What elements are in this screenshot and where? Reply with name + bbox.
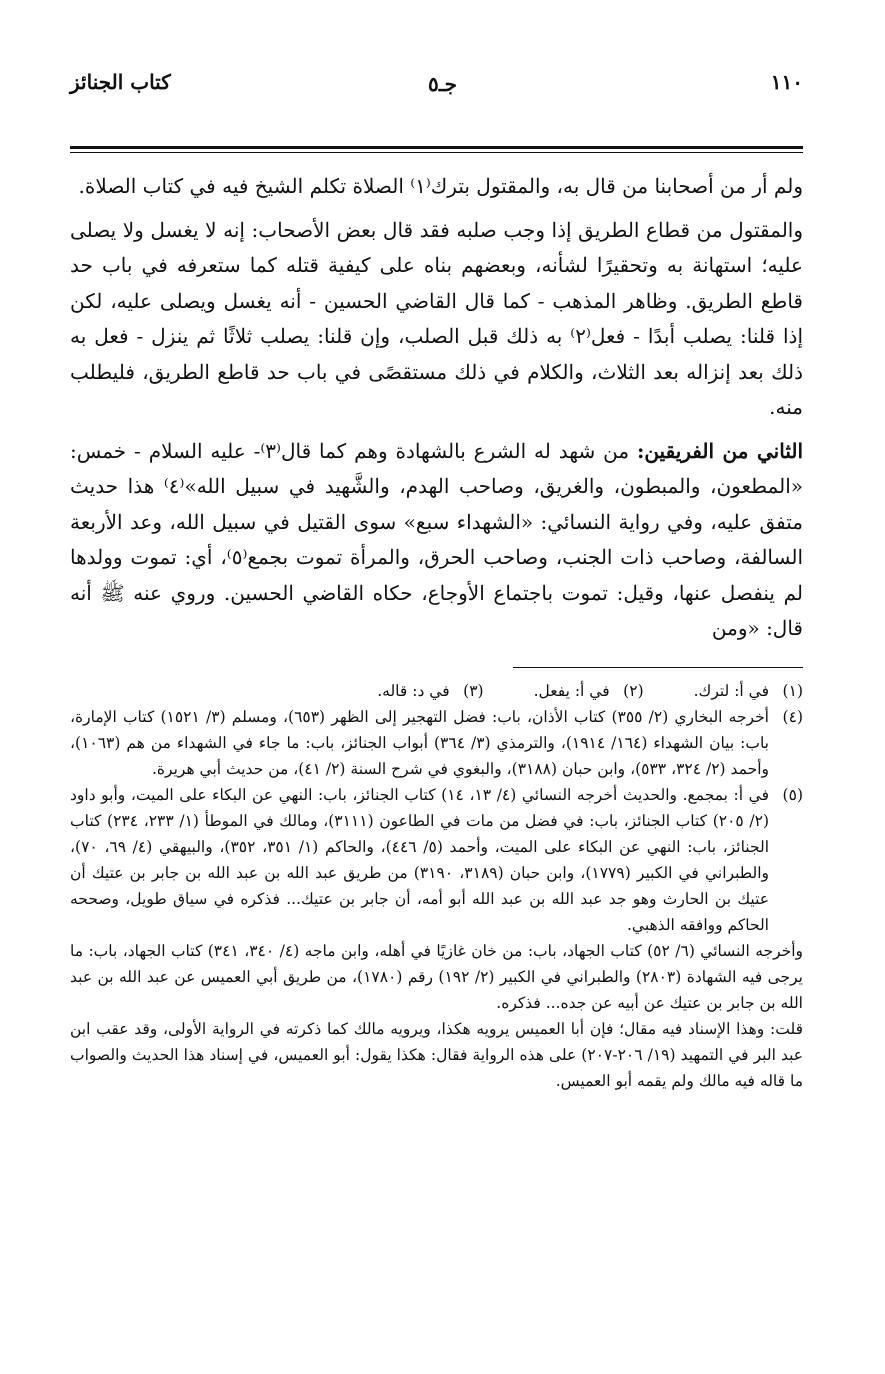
- header-rule-thin: [70, 152, 803, 153]
- footnote-1-text: في أ: لترك.: [693, 681, 769, 700]
- footnote-1: [694, 678, 803, 704]
- footnote-separator: [513, 667, 803, 668]
- paragraph-2: والمقتول من قطاع الطريق إذا وجب صلبه فقد قال بعض الأصحاب: إنه لا يغسل ولا يصلى عليه؛ استهانة به وتحقيرًا لشأنه، وبعضهم بناه على كيفية قتله كما ستعرفه في باب حد قاطع الطريق. وظاهر المذهب - كما قال القاضي الحسين - أنه يغسل ويصلى عليه، لكن إذا قلنا: يصلب أبدًا - فعل⁽٢⁾ به ذلك قبل الصلب، وإن قلنا: يصلب ثلاثًا ثم ينزل - فعل به ذلك بعد إنزاله بعد الثلاث، والكلام في ذلك مستقصًى في باب حد قاطع الطريق، فليطلب منه.: [70, 217, 803, 419]
- footnote-row-1: [70, 678, 803, 704]
- paragraph-3-text: من شهد له الشرع بالشهادة وهم كما قال⁽٣⁾- عليه السلام - خمس: «المطعون، والمبطون، والغريق، وصاحب الهدم، والشَّهيد في سبيل الله»⁽٤⁾ هذا حديث متفق عليه، وفي رواية النسائي: «الشهداء سبع» سوى القتيل في سبيل الله، وعد الأربعة السالفة، وصاحب ذات الجنب، وصاحب الحرق، والمرأة تموت بجمع⁽٥⁾، أي: تموت وولدها لم ينفصل عنها، وقيل: تموت باجتماع الأوجاع، حكاه القاضي الحسين. وروي عنه ﷺ أنه قال: «ومن: [70, 438, 804, 640]
- header-rule-thick: [70, 146, 803, 149]
- footnote-3: [377, 678, 483, 704]
- footnote-2-num: (٢): [623, 681, 644, 700]
- paragraph-3-lead: الثاني من الفريقين:: [636, 438, 804, 463]
- footnote-1-num: (١): [782, 681, 803, 700]
- footnote-4: [70, 704, 803, 782]
- footnote-5-continuation-2: قلت: وهذا الإسناد فيه مقال؛ فإن أبا العميس يرويه هكذا، ويرويه مالك كما ذكرته في الرواية الأولى، وقد عقب ابن عبد البر في التمهيد (١٩/ ٢٠٦-٢٠٧) على هذه الرواية فقال: هكذا يقول: أبو العميس، في إسناد هذا الحديث والصواب ما قاله فيه مالك ولم يقمه أبو العميس.: [70, 1019, 803, 1090]
- footnote-5-text: في أ: بمجمع. والحديث أخرجه النسائي (٤/ ١٣، ١٤) كتاب الجنائز، باب: النهي عن البكاء على الميت، وأبو داود (٢/ ٢٠٥) كتاب الجنائز، باب: في فضل من مات في الطاعون (٣١١١)، ومالك في الموطأ (١/ ٢٣٣، ٢٣٤) كتاب الجنائز، باب: النهي عن البكاء على الميت، وأحمد (٥/ ٤٤٦)، والحاكم (١/ ٣٥١، ٣٥٢)، والبيهقي (٤/ ٦٩، ٧٠)، والطبراني في الكبير (١٧٧٩)، وابن حبان (٣١٨٩، ٣١٩٠) من طريق عبد الله بن عبد الله بن جابر بن عتيك أن عتيك بن الحارث وهو جد عبد الله بن عبد الله أبو أمه، أن جابر بن عتيك... فذكره في سياق طويل، وصححه الحاكم ووافقه الذهبي.: [70, 785, 770, 934]
- paragraph-1: ولم أر من أصحابنا من قال به، والمقتول بترك⁽١⁾ الصلاة تكلم الشيخ فيه في كتاب الصلاة.: [78, 174, 803, 198]
- page-header: [70, 70, 803, 106]
- book-title: كتاب الجنائز: [70, 70, 171, 94]
- footnote-4-num: (٤): [782, 707, 803, 726]
- footnote-2: [534, 678, 644, 704]
- main-text: [70, 169, 803, 647]
- footnote-3-text: في د: قاله.: [377, 681, 450, 700]
- footnote-5: [70, 782, 803, 938]
- footnote-3-num: (٣): [463, 681, 484, 700]
- page-number: ١١٠: [770, 70, 803, 94]
- footnote-5-continuation-1: وأخرجه النسائي (٦/ ٥٢) كتاب الجهاد، باب: من خان غازيًا في أهله، وابن ماجه (٤/ ٣٤٠، ٣٤١) كتاب الجهاد، باب: ما يرجى فيه الشهادة (٢٨٠٣) والطبراني في الكبير (٢/ ١٩٢) رقم (١٧٨٠)، من طريق أبي العميس عن عبد الله بن عبد الله بن جابر بن عتيك عن أبيه عن جده... فذكره.: [70, 941, 804, 1012]
- footnote-2-text: في أ: يفعل.: [533, 681, 610, 700]
- volume-label: جـ٥: [428, 72, 457, 96]
- paragraph-3: [70, 434, 803, 647]
- footnote-5-num: (٥): [782, 785, 803, 804]
- footnote-4-text: أخرجه البخاري (٢/ ٣٥٥) كتاب الأذان، باب: فضل التهجير إلى الظهر (٦٥٣)، ومسلم (٣/ ١٥٢١) كتاب الإمارة، باب: بيان الشهداء (١٦٤/ ١٩١٤)، والترمذي (٣/ ٣٦٤) أبواب الجنائز، باب: ما جاء في الشهداء من هم (١٠٦٣)، وأحمد (٢/ ٣٢٤، ٥٣٣)، وابن حبان (٣١٨٨)، والبغوي في شرح السنة (٢/ ٤١)، من حديث أبي هريرة.: [70, 707, 769, 778]
- footnotes: [70, 678, 803, 1094]
